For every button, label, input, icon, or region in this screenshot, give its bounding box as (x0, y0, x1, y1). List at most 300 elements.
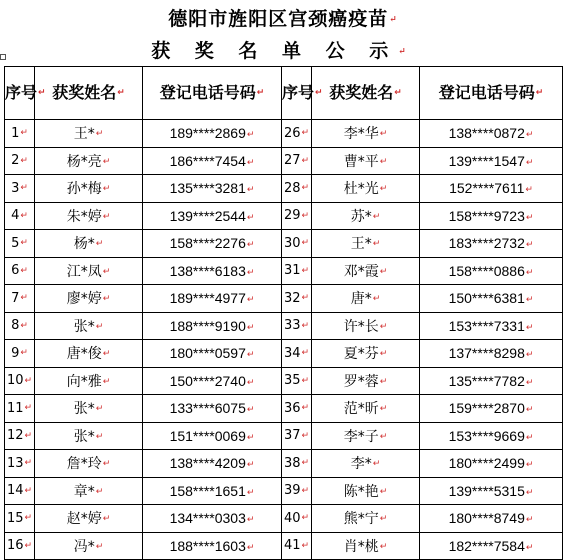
row-name (35, 257, 143, 285)
cell-text: 31 (283, 263, 301, 279)
row-seq (282, 230, 312, 258)
paragraph-mark-icon: ↵ (379, 486, 388, 497)
paragraph-mark-icon: ↵ (246, 349, 255, 360)
cell-text: 138****0872 (448, 125, 525, 142)
paragraph-mark-icon: ↵ (102, 211, 111, 222)
paragraph-mark-icon: ↵ (246, 459, 255, 470)
cell-text: 138****6183 (169, 262, 246, 279)
row-name (35, 120, 143, 148)
cell-text: 范*昕 (343, 401, 379, 418)
row-name (35, 367, 143, 395)
paragraph-mark-icon: ↵ (389, 15, 398, 25)
cell-text: 153****7331 (448, 317, 525, 334)
cell-text: 135****3281 (169, 180, 246, 197)
cell-text: 158****0886 (448, 262, 525, 279)
paragraph-mark-icon: ↵ (246, 376, 255, 387)
cell-text: 8 (11, 318, 20, 334)
paragraph-mark-icon: ↵ (525, 294, 534, 305)
row-name (312, 395, 420, 423)
row-name (35, 477, 143, 505)
paragraph-mark-icon: ↵ (525, 321, 534, 332)
row-name (35, 312, 143, 340)
paragraph-mark-icon: ↵ (301, 375, 310, 386)
cell-text: 冯* (73, 538, 95, 555)
paragraph-mark-icon: ↵ (301, 155, 310, 166)
cell-text: 7 (11, 290, 20, 306)
paragraph-mark-icon: ↵ (535, 88, 544, 99)
paragraph-mark-icon: ↵ (102, 514, 111, 525)
paragraph-mark-icon: ↵ (246, 541, 255, 552)
row-phone (420, 147, 563, 175)
row-name (312, 202, 420, 230)
paragraph-mark-icon: ↵ (102, 294, 111, 305)
paragraph-mark-icon: ↵ (246, 486, 255, 497)
row-seq (5, 175, 35, 203)
cell-text: 158****9723 (448, 207, 525, 224)
row-seq (5, 367, 35, 395)
cell-text: 180****0597 (169, 345, 246, 362)
document-subtitle: 获 奖 名 单 公 示↵ (151, 40, 415, 62)
table-move-handle-icon[interactable] (0, 54, 6, 60)
cell-text: 杨* (73, 236, 95, 253)
cell-text: 180****8749 (448, 510, 525, 527)
paragraph-mark-icon: ↵ (379, 541, 388, 552)
row-seq (5, 230, 35, 258)
paragraph-mark-icon: ↵ (246, 294, 255, 305)
row-seq (5, 422, 35, 450)
paragraph-mark-icon: ↵ (95, 486, 104, 497)
cell-text: 27 (283, 153, 301, 169)
row-name (312, 477, 420, 505)
paragraph-mark-icon: ↵ (315, 88, 323, 99)
paragraph-mark-icon: ↵ (24, 375, 33, 386)
row-phone (420, 230, 563, 258)
paragraph-mark-icon: ↵ (20, 155, 28, 166)
cell-text: 12 (6, 428, 24, 444)
cell-text: 朱*婷 (66, 208, 102, 225)
cell-text: 29 (283, 208, 301, 224)
row-phone (143, 202, 282, 230)
row-phone (143, 422, 282, 450)
cell-text: 186****7454 (169, 152, 246, 169)
cell-text: 40 (283, 510, 301, 526)
cell-text: 152****7611 (449, 180, 525, 197)
row-name (312, 505, 420, 533)
winners-table (4, 66, 563, 560)
paragraph-mark-icon: ↵ (398, 47, 415, 57)
row-phone (143, 312, 282, 340)
cell-text: 38 (283, 455, 301, 471)
row-phone (420, 175, 563, 203)
cell-text: 35 (283, 373, 301, 389)
paragraph-mark-icon: ↵ (372, 211, 381, 222)
cell-text: 章* (73, 483, 95, 500)
row-phone (143, 477, 282, 505)
cell-text: 158****2276 (169, 235, 246, 252)
cell-text: 138****4209 (169, 455, 246, 472)
row-name (312, 532, 420, 560)
row-name (35, 395, 143, 423)
cell-text: 189****4977 (169, 290, 246, 307)
cell-text: 5 (11, 235, 20, 251)
cell-text: 30 (283, 235, 301, 251)
row-seq (5, 312, 35, 340)
cell-text: 曹*平 (343, 153, 379, 170)
paragraph-mark-icon: ↵ (394, 88, 402, 99)
paragraph-mark-icon: ↵ (246, 404, 255, 415)
paragraph-mark-icon: ↵ (525, 486, 534, 497)
row-seq (5, 477, 35, 505)
paragraph-mark-icon: ↵ (24, 430, 33, 441)
cell-text: 41 (283, 538, 301, 554)
paragraph-mark-icon: ↵ (301, 320, 310, 331)
cell-text: 张* (73, 401, 95, 418)
row-seq (282, 450, 312, 478)
paragraph-mark-icon: ↵ (20, 293, 28, 304)
cell-text: 14 (6, 483, 24, 499)
paragraph-mark-icon: ↵ (24, 513, 33, 524)
row-phone (143, 340, 282, 368)
header-name: 获奖姓名↵ (35, 67, 143, 120)
cell-text: 13 (6, 455, 24, 471)
row-seq (5, 340, 35, 368)
paragraph-mark-icon: ↵ (379, 321, 388, 332)
row-seq (282, 312, 312, 340)
table-row (5, 477, 563, 505)
paragraph-mark-icon: ↵ (102, 349, 111, 360)
cell-text: 邓*霞 (343, 263, 379, 280)
row-seq (5, 395, 35, 423)
row-seq (5, 450, 35, 478)
cell-text: 詹*玲 (66, 456, 102, 473)
paragraph-mark-icon: ↵ (20, 238, 28, 249)
row-name (35, 230, 143, 258)
row-phone (143, 505, 282, 533)
row-phone (420, 505, 563, 533)
paragraph-mark-icon: ↵ (525, 541, 534, 552)
paragraph-mark-icon: ↵ (301, 265, 310, 276)
paragraph-mark-icon: ↵ (117, 88, 125, 99)
paragraph-mark-icon: ↵ (301, 540, 310, 551)
row-seq (282, 340, 312, 368)
cell-text: 3 (11, 180, 20, 196)
paragraph-mark-icon: ↵ (301, 348, 310, 359)
cell-text: 39 (283, 483, 301, 499)
row-phone (143, 120, 282, 148)
row-name (312, 257, 420, 285)
row-phone (143, 147, 282, 175)
cell-text: 唐* (350, 291, 372, 308)
paragraph-mark-icon: ↵ (246, 211, 255, 222)
paragraph-mark-icon: ↵ (379, 129, 388, 140)
cell-text: 张* (73, 428, 95, 445)
row-seq (5, 505, 35, 533)
header-seq: 序号↵ (5, 67, 35, 120)
cell-text: 李*华 (343, 126, 379, 143)
row-name (35, 285, 143, 313)
cell-text: 罗*蓉 (343, 373, 379, 390)
row-phone (143, 285, 282, 313)
row-phone (420, 395, 563, 423)
row-name (35, 202, 143, 230)
cell-text: 180****2499 (448, 455, 525, 472)
cell-text: 杨*亮 (66, 153, 102, 170)
paragraph-mark-icon: ↵ (525, 514, 534, 525)
row-name (312, 230, 420, 258)
cell-text: 赵*婷 (66, 511, 102, 528)
table-row (5, 395, 563, 423)
paragraph-mark-icon: ↵ (301, 210, 310, 221)
row-name (35, 532, 143, 560)
paragraph-mark-icon: ↵ (525, 211, 534, 222)
header-name: 获奖姓名↵ (312, 67, 420, 120)
row-name (35, 450, 143, 478)
row-name (312, 450, 420, 478)
cell-text: 183****2732 (448, 235, 525, 252)
table-row (5, 147, 563, 175)
cell-text: 151****0069 (169, 427, 246, 444)
cell-text: 134****0303 (169, 510, 246, 527)
row-phone (420, 285, 563, 313)
row-phone (420, 532, 563, 560)
row-name (312, 175, 420, 203)
paragraph-mark-icon: ↵ (20, 348, 28, 359)
cell-text: 189****2869 (169, 125, 246, 142)
paragraph-mark-icon: ↵ (301, 513, 310, 524)
row-phone (420, 257, 563, 285)
cell-text: 熊*宁 (343, 511, 379, 528)
cell-text: 182****7584 (448, 537, 525, 554)
cell-text: 37 (283, 428, 301, 444)
table-row (5, 505, 563, 533)
paragraph-mark-icon: ↵ (246, 514, 255, 525)
cell-text: 苏* (350, 208, 372, 225)
table-row (5, 312, 563, 340)
cell-text: 135****7782 (448, 372, 525, 389)
paragraph-mark-icon: ↵ (301, 238, 310, 249)
cell-text: 许*长 (343, 318, 379, 335)
paragraph-mark-icon: ↵ (24, 403, 33, 414)
cell-text: 36 (283, 400, 301, 416)
row-seq (282, 477, 312, 505)
row-phone (420, 450, 563, 478)
paragraph-mark-icon: ↵ (379, 376, 388, 387)
paragraph-mark-icon: ↵ (525, 349, 534, 360)
paragraph-mark-icon: ↵ (525, 459, 534, 470)
cell-text: 江*凤 (66, 263, 102, 280)
row-seq (282, 367, 312, 395)
table-row (5, 422, 563, 450)
paragraph-mark-icon: ↵ (301, 485, 310, 496)
paragraph-mark-icon: ↵ (20, 128, 28, 139)
row-phone (143, 450, 282, 478)
cell-text: 16 (6, 538, 24, 554)
cell-text: 139****2544 (169, 207, 246, 224)
paragraph-mark-icon: ↵ (379, 404, 388, 415)
document-title: 德阳市旌阳区宫颈癌疫苗↵ (168, 8, 398, 30)
table-row (5, 257, 563, 285)
cell-text: 2 (11, 153, 20, 169)
paragraph-mark-icon: ↵ (246, 431, 255, 442)
table-row (5, 120, 563, 148)
row-name (312, 285, 420, 313)
cell-text: 28 (283, 180, 301, 196)
row-seq (282, 422, 312, 450)
paragraph-mark-icon: ↵ (525, 431, 534, 442)
row-seq (282, 285, 312, 313)
cell-text: 6 (11, 263, 20, 279)
header-seq: 序号↵ (282, 67, 312, 120)
paragraph-mark-icon: ↵ (525, 184, 533, 195)
row-phone (143, 367, 282, 395)
paragraph-mark-icon: ↵ (95, 431, 104, 442)
paragraph-mark-icon: ↵ (24, 458, 33, 469)
table-row (5, 202, 563, 230)
row-name (312, 367, 420, 395)
row-name (312, 120, 420, 148)
paragraph-mark-icon: ↵ (525, 156, 534, 167)
paragraph-mark-icon: ↵ (95, 321, 104, 332)
row-seq (282, 202, 312, 230)
row-seq (282, 532, 312, 560)
table-row (5, 285, 563, 313)
cell-text: 1 (11, 125, 20, 141)
cell-text: 9 (11, 345, 20, 361)
paragraph-mark-icon: ↵ (246, 156, 255, 167)
paragraph-mark-icon: ↵ (372, 459, 381, 470)
paragraph-mark-icon: ↵ (246, 184, 255, 195)
cell-text: 杜*光 (343, 181, 379, 198)
paragraph-mark-icon: ↵ (379, 184, 388, 195)
paragraph-mark-icon: ↵ (95, 541, 104, 552)
cell-text: 李* (350, 456, 372, 473)
table-row (5, 230, 563, 258)
cell-text: 陈*艳 (343, 483, 379, 500)
paragraph-mark-icon: ↵ (301, 183, 310, 194)
paragraph-mark-icon: ↵ (525, 129, 534, 140)
paragraph-mark-icon: ↵ (20, 320, 28, 331)
row-seq (282, 505, 312, 533)
cell-text: 4 (11, 208, 20, 224)
paragraph-mark-icon: ↵ (525, 376, 534, 387)
paragraph-mark-icon: ↵ (38, 88, 46, 99)
paragraph-mark-icon: ↵ (301, 293, 310, 304)
row-name (312, 147, 420, 175)
cell-text: 王* (73, 126, 95, 143)
row-phone (143, 230, 282, 258)
cell-text: 32 (283, 290, 301, 306)
row-name (35, 505, 143, 533)
cell-text: 139****5315 (448, 482, 525, 499)
row-phone (420, 422, 563, 450)
row-name (35, 422, 143, 450)
paragraph-mark-icon: ↵ (379, 156, 388, 167)
row-seq (5, 147, 35, 175)
paragraph-mark-icon: ↵ (95, 129, 104, 140)
cell-text: 26 (283, 125, 301, 141)
paragraph-mark-icon: ↵ (525, 404, 534, 415)
table-row (5, 532, 563, 560)
paragraph-mark-icon: ↵ (301, 403, 310, 414)
cell-text: 150****6381 (448, 290, 525, 307)
row-phone (420, 367, 563, 395)
cell-text: 廖*婷 (66, 291, 102, 308)
paragraph-mark-icon: ↵ (102, 266, 111, 277)
paragraph-mark-icon: ↵ (24, 540, 33, 551)
paragraph-mark-icon: ↵ (379, 431, 388, 442)
cell-text: 34 (283, 345, 301, 361)
row-seq (282, 395, 312, 423)
cell-text: 139****1547 (448, 152, 525, 169)
row-seq (282, 147, 312, 175)
paragraph-mark-icon: ↵ (95, 239, 104, 250)
paragraph-mark-icon: ↵ (301, 128, 310, 139)
row-name (312, 340, 420, 368)
row-phone (420, 477, 563, 505)
cell-text: 188****1603 (169, 537, 246, 554)
row-name (35, 147, 143, 175)
row-seq (5, 120, 35, 148)
table-row (5, 450, 563, 478)
header-phone: 登记电话号码↵ (143, 67, 282, 120)
cell-text: 133****6075 (169, 400, 246, 417)
row-phone (143, 257, 282, 285)
paragraph-mark-icon: ↵ (256, 88, 265, 99)
row-seq (5, 532, 35, 560)
paragraph-mark-icon: ↵ (372, 239, 381, 250)
cell-text: 33 (283, 318, 301, 334)
row-seq (5, 285, 35, 313)
table-header-row (5, 67, 563, 120)
cell-text: 150****2740 (169, 372, 246, 389)
cell-text: 孙*梅 (66, 181, 102, 198)
cell-text: 肖*桃 (343, 538, 379, 555)
paragraph-mark-icon: ↵ (20, 210, 28, 221)
row-seq (5, 257, 35, 285)
row-name (312, 312, 420, 340)
cell-text: 向*雅 (66, 373, 102, 390)
cell-text: 张* (73, 318, 95, 335)
paragraph-mark-icon: ↵ (525, 239, 534, 250)
paragraph-mark-icon: ↵ (246, 129, 255, 140)
row-phone (143, 175, 282, 203)
paragraph-mark-icon: ↵ (102, 184, 111, 195)
cell-text: 王* (350, 236, 372, 253)
row-phone (420, 202, 563, 230)
paragraph-mark-icon: ↵ (379, 514, 388, 525)
cell-text: 李*子 (343, 428, 379, 445)
paragraph-mark-icon: ↵ (372, 294, 381, 305)
row-phone (420, 312, 563, 340)
paragraph-mark-icon: ↵ (24, 485, 33, 496)
paragraph-mark-icon: ↵ (301, 458, 310, 469)
cell-text: 188****9190 (169, 317, 246, 334)
paragraph-mark-icon: ↵ (379, 266, 388, 277)
table-body (5, 120, 563, 560)
table-row (5, 340, 563, 368)
table-row (5, 367, 563, 395)
row-name (312, 422, 420, 450)
row-seq (282, 257, 312, 285)
paragraph-mark-icon: ↵ (20, 265, 28, 276)
row-name (35, 175, 143, 203)
cell-text: 10 (6, 373, 24, 389)
paragraph-mark-icon: ↵ (102, 156, 111, 167)
cell-text: 唐*俊 (66, 346, 102, 363)
cell-text: 11 (6, 400, 24, 416)
row-name (35, 340, 143, 368)
cell-text: 158****1651 (169, 482, 246, 499)
